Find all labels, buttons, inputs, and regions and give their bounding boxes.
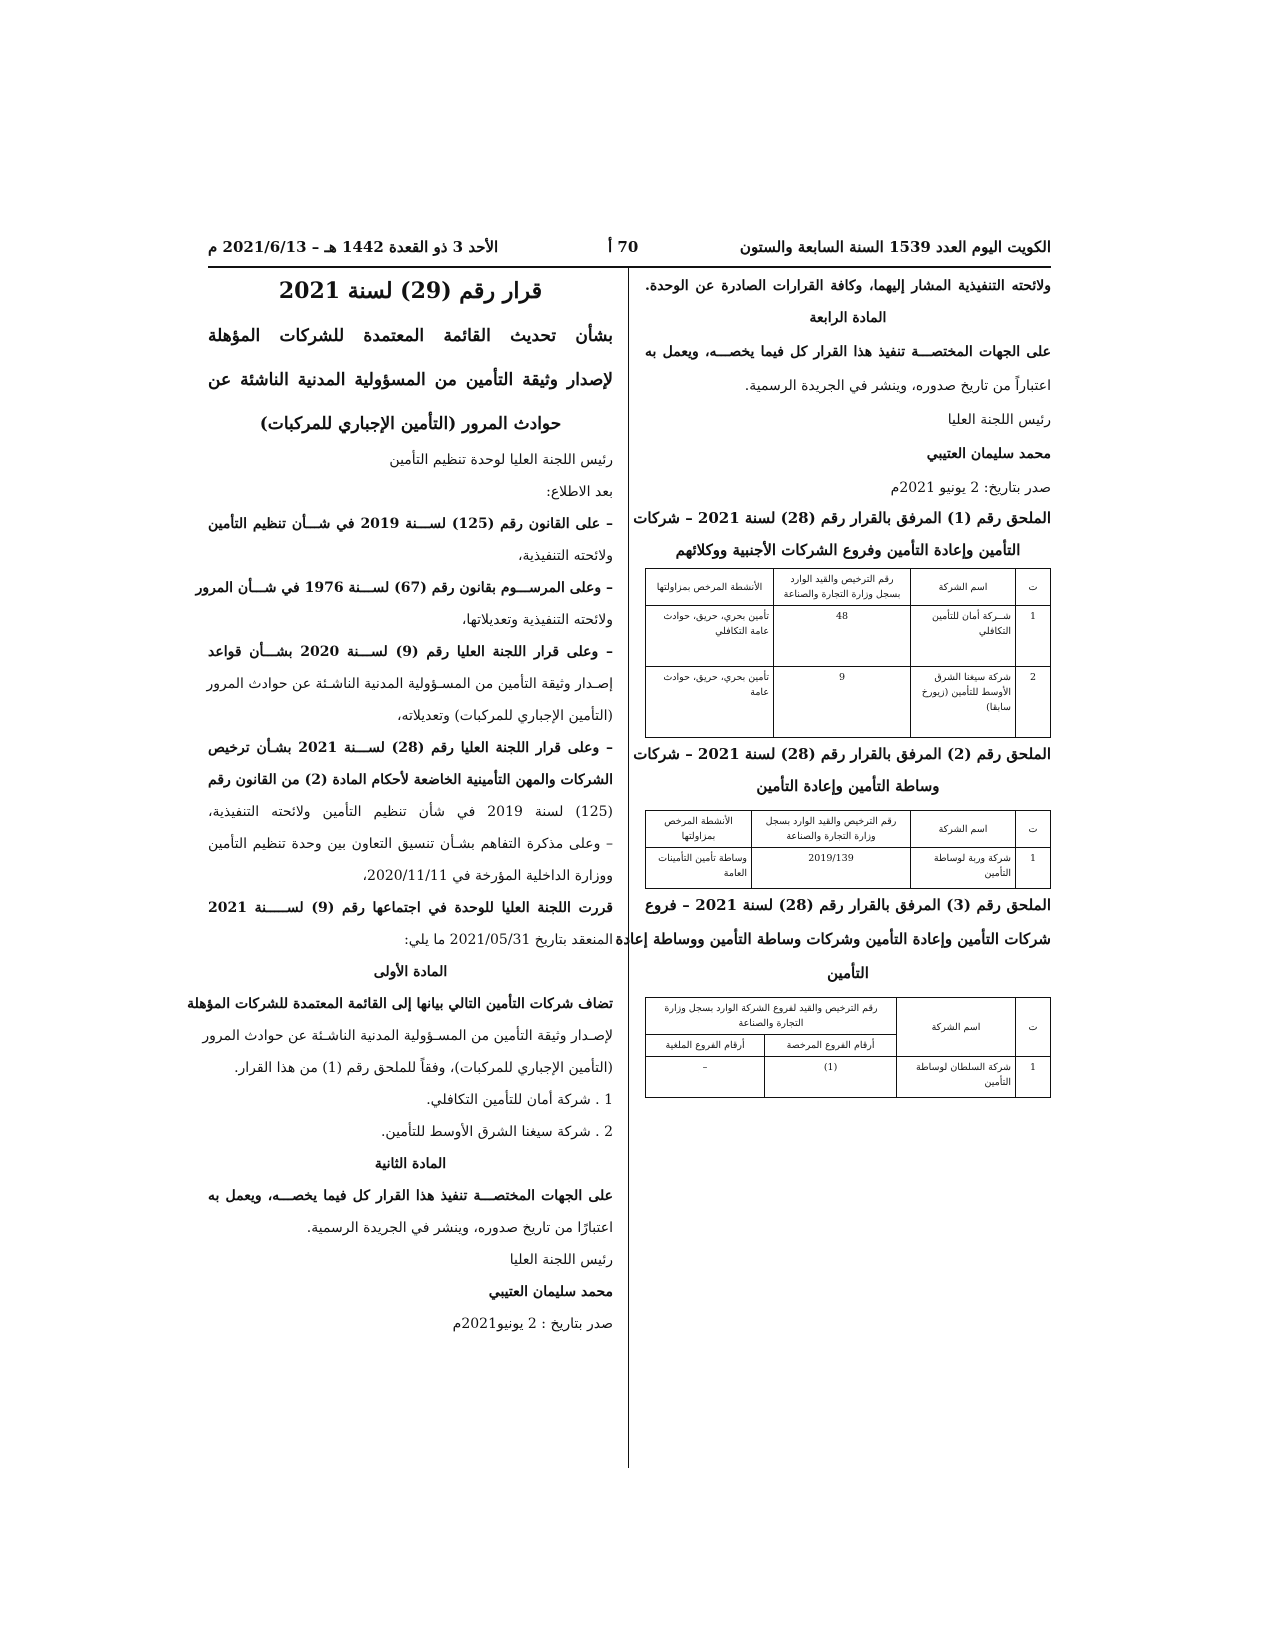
col-header-license: رقم الترخيص والقيد الوارد بسجل وزارة التجارة والصناعة [752,811,911,848]
cell-no: 1 [1016,848,1051,889]
preamble-line: الشركات والمهن التأمينية الخاضعة لأحكام المادة (2) من القانون رقم [208,772,613,788]
issued-date: صدر بتاريخ : 2 يونيو2021م [452,1316,613,1332]
decision-subject-line3: حوادث المرور (التأمين الإجباري للمركبات) [259,414,562,434]
preamble-line: – وعلى مذكرة التفاهم بشـأن تنسيق التعاون بين وحدة تنظيم التأمين [208,836,613,852]
chair-name: محمد سليمان العتيبي [926,446,1051,462]
issued-date: صدر بتاريخ: 2 يونيو 2021م [890,480,1051,496]
annex3-table [645,997,1051,1098]
preamble-line: – وعلى قرار اللجنة العليا رقم (28) لســـنة 2021 بشـأن ترخيص [208,740,613,756]
cell-license: 9 [774,667,911,738]
preamble-line: إصـدار وثيقة التأمين من المسـؤولية المدنية الناشـئة عن حوادث المرور [206,676,613,692]
preamble-line: (التأمين الإجباري للمركبات) وتعديلاته، [396,708,613,724]
page-number: 70 أ [608,238,639,256]
chair-title: رئيس اللجنة العليا [509,1252,613,1268]
cell-company: شركة سيغنا الشرق الأوسط للتأمين (زيورخ سابقا) [911,667,1016,738]
col-header-license-group: رقم الترخيص والقيد لفروع الشركة الوارد بسجل وزارة التجارة والصناعة [646,998,897,1035]
cell-company: شركة السلطان لوساطة التأمين [897,1057,1016,1098]
preamble-line: المنعقد بتاريخ 2021/05/31 ما يلي: [404,932,613,948]
annex3-subtitle-cont: التأمين [827,964,869,982]
company-item-1: 1 . شركة أمان للتأمين التكافلي. [426,1092,613,1108]
table-row [646,1057,1051,1098]
article2-line2: اعتبارًا من تاريخ صدوره، وينشر في الجريدة الرسمية. [306,1220,613,1236]
issue-date: الأحد 3 ذو القعدة 1442 هـ – 2021/6/13 م [208,238,499,256]
issuer: رئيس اللجنة العليا لوحدة تنظيم التأمين [389,452,613,468]
article1-line: لإصـدار وثيقة التأمين من المسـؤولية المدنية الناشـئة عن حوادث المرور [202,1028,613,1044]
table-row [646,606,1051,667]
cell-company: شــركة أمان للتأمين التكافلي [911,606,1016,667]
column-divider [628,268,629,1468]
preamble-line: قررت اللجنة العليا للوحدة في اجتماعها رقم (9) لســـــنة 2021 [208,900,613,916]
col-header-company: اسم الشركة [897,998,1016,1057]
article4-line2: اعتباراً من تاريخ صدوره، وينشر في الجريدة الرسمية. [744,378,1051,394]
preamble-line: – وعلى قرار اللجنة العليا رقم (9) لســـنة 2020 بشـــأن قواعد [208,644,613,660]
after-review: بعد الاطلاع: [546,484,613,500]
table-header-row [646,998,1051,1035]
cell-activities: تأمين بحري، حريق، حوادث عامة التكافلي [646,606,774,667]
header-rule [208,266,1051,268]
col-header-company: اسم الشركة [911,569,1016,606]
cell-license: 48 [774,606,911,667]
col-header-licensed-branches: أرقام الفروع المرخصة [765,1035,897,1057]
annex1-subtitle: التأمين وإعادة التأمين وفروع الشركات الأجنبية ووكلائهم [675,541,1021,559]
preamble-line: – على القانون رقم (125) لســـنة 2019 في شـــأن تنظيم التأمين [208,516,613,532]
col-header-license: رقم الترخيص والقيد الوارد بسجل وزارة التجارة والصناعة [774,569,911,606]
company-item-2: 2 . شركة سيغنا الشرق الأوسط للتأمين. [380,1124,613,1140]
preamble-line: ووزارة الداخلية المؤرخة في 2020/11/11، [362,868,613,884]
cell-licensed-branches: (1) [765,1057,897,1098]
cell-cancelled-branches: – [646,1057,765,1098]
annex1-table [645,568,1051,738]
preamble-line: (125) لسنة 2019 في شأن تنظيم التأمين ولائحته التنفيذية، [208,804,613,820]
cell-activities: تأمين بحري، حريق، حوادث عامة [646,667,774,738]
table-row [646,667,1051,738]
page-header [208,238,1051,264]
col-header-no: ت [1016,998,1051,1057]
annex2-title: الملحق رقم (2) المرفق بالقرار رقم (28) لسنة 2021 – شركات [633,745,1051,763]
annex2-table [645,810,1051,889]
article1-line: (التأمين الإجباري للمركبات)، وفقاً للملحق رقم (1) من هذا القرار. [234,1060,613,1076]
decision-subject-line1: بشأن تحديث القائمة المعتمدة للشركات المؤهلة [208,326,613,346]
cell-company: شركة وربة لوساطة التأمين [911,848,1016,889]
annex3-subtitle: شركات التأمين وإعادة التأمين وشركات وساطة التأمين ووساطة إعادة [615,930,1051,948]
chair-title: رئيس اللجنة العليا [947,412,1051,428]
preamble-line: ولائحته التنفيذية وتعديلاتها، [461,612,613,628]
annex3-title: الملحق رقم (3) المرفق بالقرار رقم (28) لسنة 2021 – فروع [645,896,1052,914]
preamble-line: – وعلى المرســـوم بقانون رقم (67) لســـنة 1976 في شـــأن المرور [195,580,613,596]
preamble-line: ولائحته التنفيذية، [517,548,613,564]
article2-heading: المادة الثانية [374,1156,447,1172]
cell-activities: وساطة تأمين التأمينات العامة [646,848,752,889]
cell-no: 1 [1016,606,1051,667]
decision-title: قرار رقم (29) لسنة 2021 [278,278,543,304]
left-column [187,276,613,1334]
col-header-cancelled-branches: أرقام الفروع الملغية [646,1035,765,1057]
col-header-no: ت [1016,811,1051,848]
right-column [615,276,1052,1098]
article4-heading: المادة الرابعة [809,310,887,326]
col-header-company: اسم الشركة [911,811,1016,848]
annex2-subtitle: وساطة التأمين وإعادة التأمين [756,777,940,795]
article1-heading: المادة الأولى [373,964,448,980]
decision-subject-line2: لإصدار وثيقة التأمين من المسؤولية المدنية الناشئة عن [208,370,613,390]
cell-no: 1 [1016,1057,1051,1098]
article2-line1: على الجهات المختصـــة تنفيذ هذا القرار كل فيما يخصـــه، ويعمل به [208,1188,613,1204]
chair-name: محمد سليمان العتيبي [488,1284,613,1300]
annex1-title: الملحق رقم (1) المرفق بالقرار رقم (28) لسنة 2021 – شركات [633,509,1051,527]
col-header-activities: الأنشطة المرخص بمزاولتها [646,811,752,848]
cell-no: 2 [1016,667,1051,738]
article4-line1: على الجهات المختصـــة تنفيذ هذا القرار كل فيما يخصـــه، ويعمل به [645,344,1051,360]
table-header-row [646,569,1051,606]
continuation-text: ولائحته التنفيذية المشار إليهما، وكافة القرارات الصادرة عن الوحدة. [645,278,1051,294]
col-header-no: ت [1016,569,1051,606]
table-row [646,848,1051,889]
col-header-activities: الأنشطة المرخص بمزاولتها [646,569,774,606]
article1-line: تضاف شركات التأمين التالي بيانها إلى القائمة المعتمدة للشركات المؤهلة [187,996,613,1012]
cell-license: 2019/139 [752,848,911,889]
gazette-issue-info: الكويت اليوم العدد 1539 السنة السابعة والستون [739,238,1051,256]
table-header-row [646,811,1051,848]
